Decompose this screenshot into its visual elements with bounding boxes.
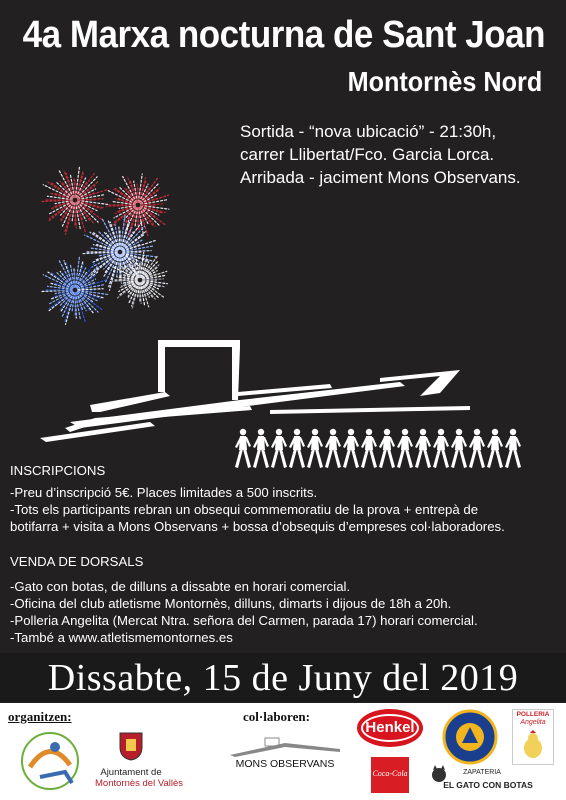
- walker-silhouette-icon: [469, 429, 485, 468]
- poster-title: 4a Marxa nocturna de Sant Joan: [22, 14, 546, 56]
- zapateria-line1: ZAPATERIA: [463, 769, 501, 776]
- walker-silhouette-icon: [397, 429, 413, 468]
- club-atletisme-logo: [10, 727, 92, 795]
- ajuntament-line1: Ajuntament de: [100, 767, 162, 778]
- mons-observans-logo-icon: [225, 735, 345, 757]
- sponsors-footer: [0, 703, 566, 800]
- walker-silhouette-icon: [415, 429, 431, 468]
- walker-silhouette-icon: [253, 429, 269, 468]
- inscripcions-line: botifarra + visita a Mons Observans + bossa d’obsequis d’empreses col·laboradores.: [10, 519, 505, 534]
- inscripcions-heading: INSCRIPCIONS: [10, 463, 106, 478]
- henkel-logo: [357, 709, 423, 747]
- walker-silhouette-icon: [343, 429, 359, 468]
- organitzen-label: organitzen:: [8, 709, 72, 724]
- walkers-illustration: [235, 429, 521, 468]
- walker-silhouette-icon: [379, 429, 395, 468]
- poster-illustration: [0, 160, 566, 480]
- fireworks-illustration: [42, 167, 169, 324]
- walker-silhouette-icon: [235, 429, 251, 468]
- mons-observans-name: MONS OBSERVANS: [235, 758, 335, 770]
- inscripcions-line: -Preu d’inscripció 5€. Places limitades a 500 inscrits.: [10, 485, 318, 500]
- venda-link[interactable]: -També a www.atletismemontornes.es: [10, 630, 233, 645]
- polleria-line1: POLLERIA: [516, 711, 550, 718]
- venda-heading: VENDA DE DORSALS: [10, 554, 144, 569]
- walker-silhouette-icon: [487, 429, 503, 468]
- walker-silhouette-icon: [289, 429, 305, 468]
- venda-text: [10, 578, 478, 646]
- ajuntament-line2: Montornès del Vallès: [95, 778, 184, 789]
- start-info-line: carrer Llibertat/Fco. Garcia Lorca.: [240, 145, 495, 164]
- venda-line: -Oficina del club atletisme Montornès, dilluns, dimarts i dijous de 18h a 20h.: [10, 596, 452, 611]
- start-info-line: Arribada - jaciment Mons Observans.: [240, 168, 521, 187]
- inscripcions-line: -Tots els participants rebran un obsequi commemoratiu de la prova + entrepà de: [10, 502, 479, 517]
- poster-subtitle: Montornès Nord: [347, 66, 542, 97]
- polleria-line2: Angelita: [520, 719, 546, 726]
- event-date: Dissabte, 15 de Juny del 2019: [47, 657, 519, 699]
- start-info-line: Sortida - “nova ubicació” - 21:30h,: [240, 122, 497, 141]
- collaboren-label: col·laboren:: [243, 709, 310, 724]
- venda-line: -Gato con botas, de dilluns a dissabte en horari comercial.: [10, 579, 351, 594]
- cocacola-wordmark: Coca-Cola: [372, 769, 408, 778]
- walker-silhouette-icon: [433, 429, 449, 468]
- chicken-icon: [521, 730, 545, 760]
- walker-silhouette-icon: [325, 429, 341, 468]
- walker-silhouette-icon: [307, 429, 323, 468]
- zapateria-line2: EL GATO CON BOTAS: [443, 780, 533, 790]
- henkel-wordmark: Henkel: [365, 719, 415, 736]
- ajuntament-shield-icon: [118, 731, 144, 761]
- proteccio-civil-badge-icon: [442, 709, 498, 765]
- building-outline-illustration: [40, 340, 470, 442]
- walker-silhouette-icon: [505, 429, 521, 468]
- cocacola-logo: [371, 757, 409, 793]
- walker-silhouette-icon: [361, 429, 377, 468]
- polleria-angelita-logo: [512, 709, 554, 765]
- walker-silhouette-icon: [451, 429, 467, 468]
- inscripcions-text: [10, 484, 505, 535]
- walker-silhouette-icon: [271, 429, 287, 468]
- venda-line: -Polleria Angelita (Mercat Ntra. señora del Carmen, parada 17) horari comercial.: [10, 613, 478, 628]
